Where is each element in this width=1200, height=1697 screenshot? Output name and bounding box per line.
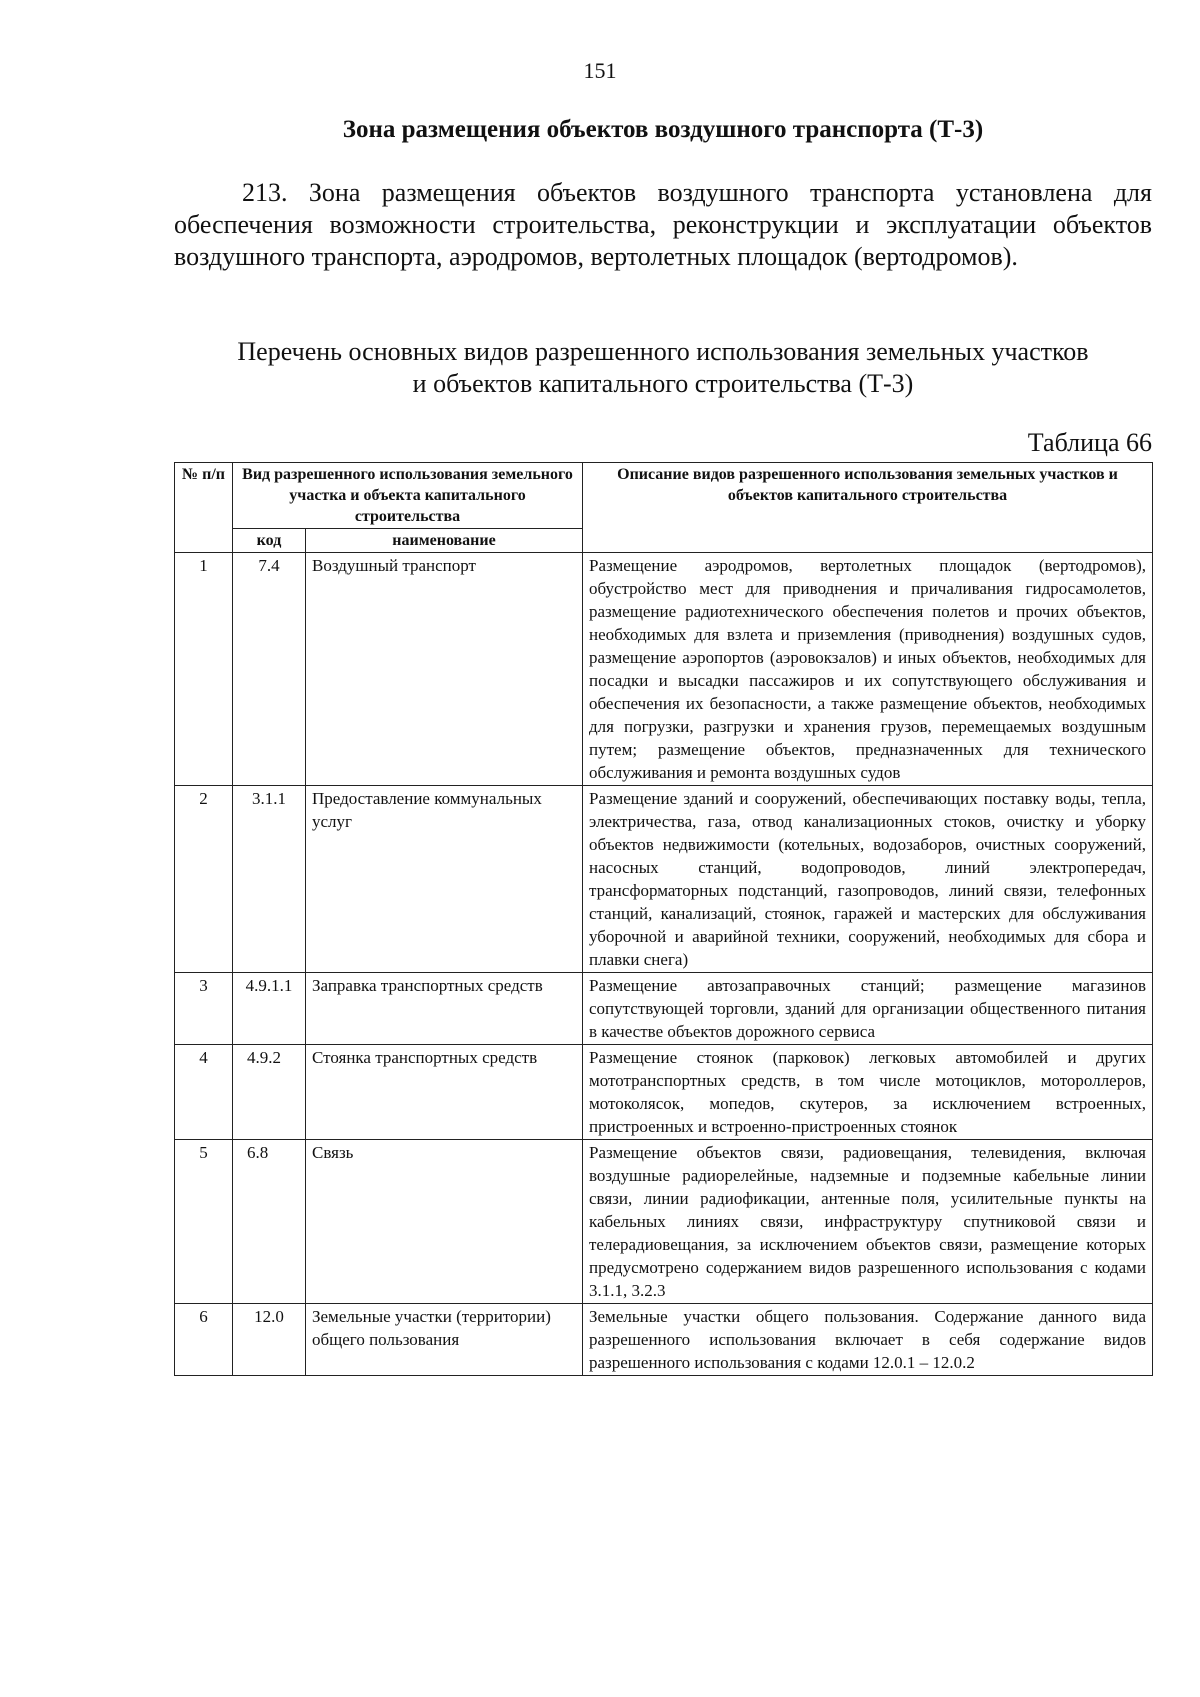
row-name: Воздушный транспорт: [306, 553, 583, 786]
list-title: [174, 336, 1152, 400]
list-title-line-2: и объектов капитального строительства (Т-3): [412, 369, 914, 398]
zone-title: Зона размещения объектов воздушного транспорта (Т-3): [342, 116, 984, 143]
header-code: код: [233, 529, 306, 553]
row-name: Стоянка транспортных средств: [306, 1045, 583, 1140]
header-description: Описание видов разрешенного использования земельных участков и объектов капитального строительства: [583, 463, 1153, 553]
table-row: [175, 553, 1153, 786]
row-num: 3: [175, 973, 233, 1045]
table-header-row: [175, 463, 1153, 529]
permitted-use-table: [174, 462, 1153, 1376]
page-number: 151: [583, 58, 617, 83]
row-name: Предоставление коммунальных услуг: [306, 786, 583, 973]
row-name: Связь: [306, 1140, 583, 1304]
table-row: [175, 786, 1153, 973]
row-description: Размещение стоянок (парковок) легковых автомобилей и других мототранспортных средств, в том числе мотоциклов, мотороллеров, мотоколясок, мопедов, скутеров, за исключением встроенных, пристроенных и встроенно-пристроенных стоянок: [583, 1045, 1153, 1140]
header-num: № п/п: [175, 463, 233, 553]
row-name: Заправка транспортных средств: [306, 973, 583, 1045]
row-num: 2: [175, 786, 233, 973]
list-title-line-1: Перечень основных видов разрешенного использования земельных участков: [237, 337, 1089, 366]
row-description: Размещение аэродромов, вертолетных площадок (вертодромов), обустройство мест для приводнения и причаливания гидросамолетов, размещение радиотехнического обеспечения полетов и прочих объектов, необходимых для взлета и приземления (приводнения) воздушных судов, размещение аэропортов (аэровокзалов) и иных объектов, необходимых для посадки и высадки пассажиров и их сопутствующего обслуживания и обеспечения их безопасности, а также размещение объектов, необходимых для погрузки, разгрузки и хранения грузов, перемещаемых воздушным путем; размещение объектов, предназначенных для технического обслуживания и ремонта воздушных судов: [583, 553, 1153, 786]
table-row: [175, 973, 1153, 1045]
row-code: 7.4: [233, 553, 306, 786]
row-num: 5: [175, 1140, 233, 1304]
row-code: 6.8: [233, 1140, 306, 1304]
row-num: 6: [175, 1304, 233, 1376]
row-name: Земельные участки (территории) общего пользования: [306, 1304, 583, 1376]
table-row: [175, 1304, 1153, 1376]
row-description: Размещение объектов связи, радиовещания, телевидения, включая воздушные радиорелейные, надземные и подземные кабельные линии связи, линии радиофикации, антенные поля, усилительные пункты на кабельных линиях связи, инфраструктуру спутниковой связи и телерадиовещания, за исключением объектов связи, размещение которых предусмотрено содержанием видов разрешенного использования с кодами 3.1.1, 3.2.3: [583, 1140, 1153, 1304]
row-code: 3.1.1: [233, 786, 306, 973]
row-num: 4: [175, 1045, 233, 1140]
table-row: [175, 1045, 1153, 1140]
header-name: наименование: [306, 529, 583, 553]
row-code: 4.9.2: [233, 1045, 306, 1140]
table-caption: Таблица 66: [1027, 428, 1152, 457]
zone-description-paragraph: 213. Зона размещения объектов воздушного транспорта установлена для обеспечения возможности строительства, реконструкции и эксплуатации объектов воздушного транспорта, аэродромов, вертолетных площадок (вертодромов).: [174, 178, 1152, 271]
row-description: Размещение зданий и сооружений, обеспечивающих поставку воды, тепла, электричества, газа, отвод канализационных стоков, очистку и уборку объектов недвижимости (котельных, водозаборов, очистных сооружений, насосных станций, водопроводов, линий электропередач, трансформаторных подстанций, газопроводов, линий связи, телефонных станций, канализаций, стоянок, гаражей и мастерских для обслуживания уборочной и аварийной техники, сооружений, необходимых для сбора и плавки снега): [583, 786, 1153, 973]
header-kind: Вид разрешенного использования земельного участка и объекта капитального строительства: [233, 463, 583, 529]
row-num: 1: [175, 553, 233, 786]
row-code: 4.9.1.1: [233, 973, 306, 1045]
row-description: Земельные участки общего пользования. Содержание данного вида разрешенного использования включает в себя содержание видов разрешенного использования с кодами 12.0.1 – 12.0.2: [583, 1304, 1153, 1376]
table-row: [175, 1140, 1153, 1304]
row-description: Размещение автозаправочных станций; размещение магазинов сопутствующей торговли, зданий для организации общественного питания в качестве объектов дорожного сервиса: [583, 973, 1153, 1045]
row-code: 12.0: [233, 1304, 306, 1376]
